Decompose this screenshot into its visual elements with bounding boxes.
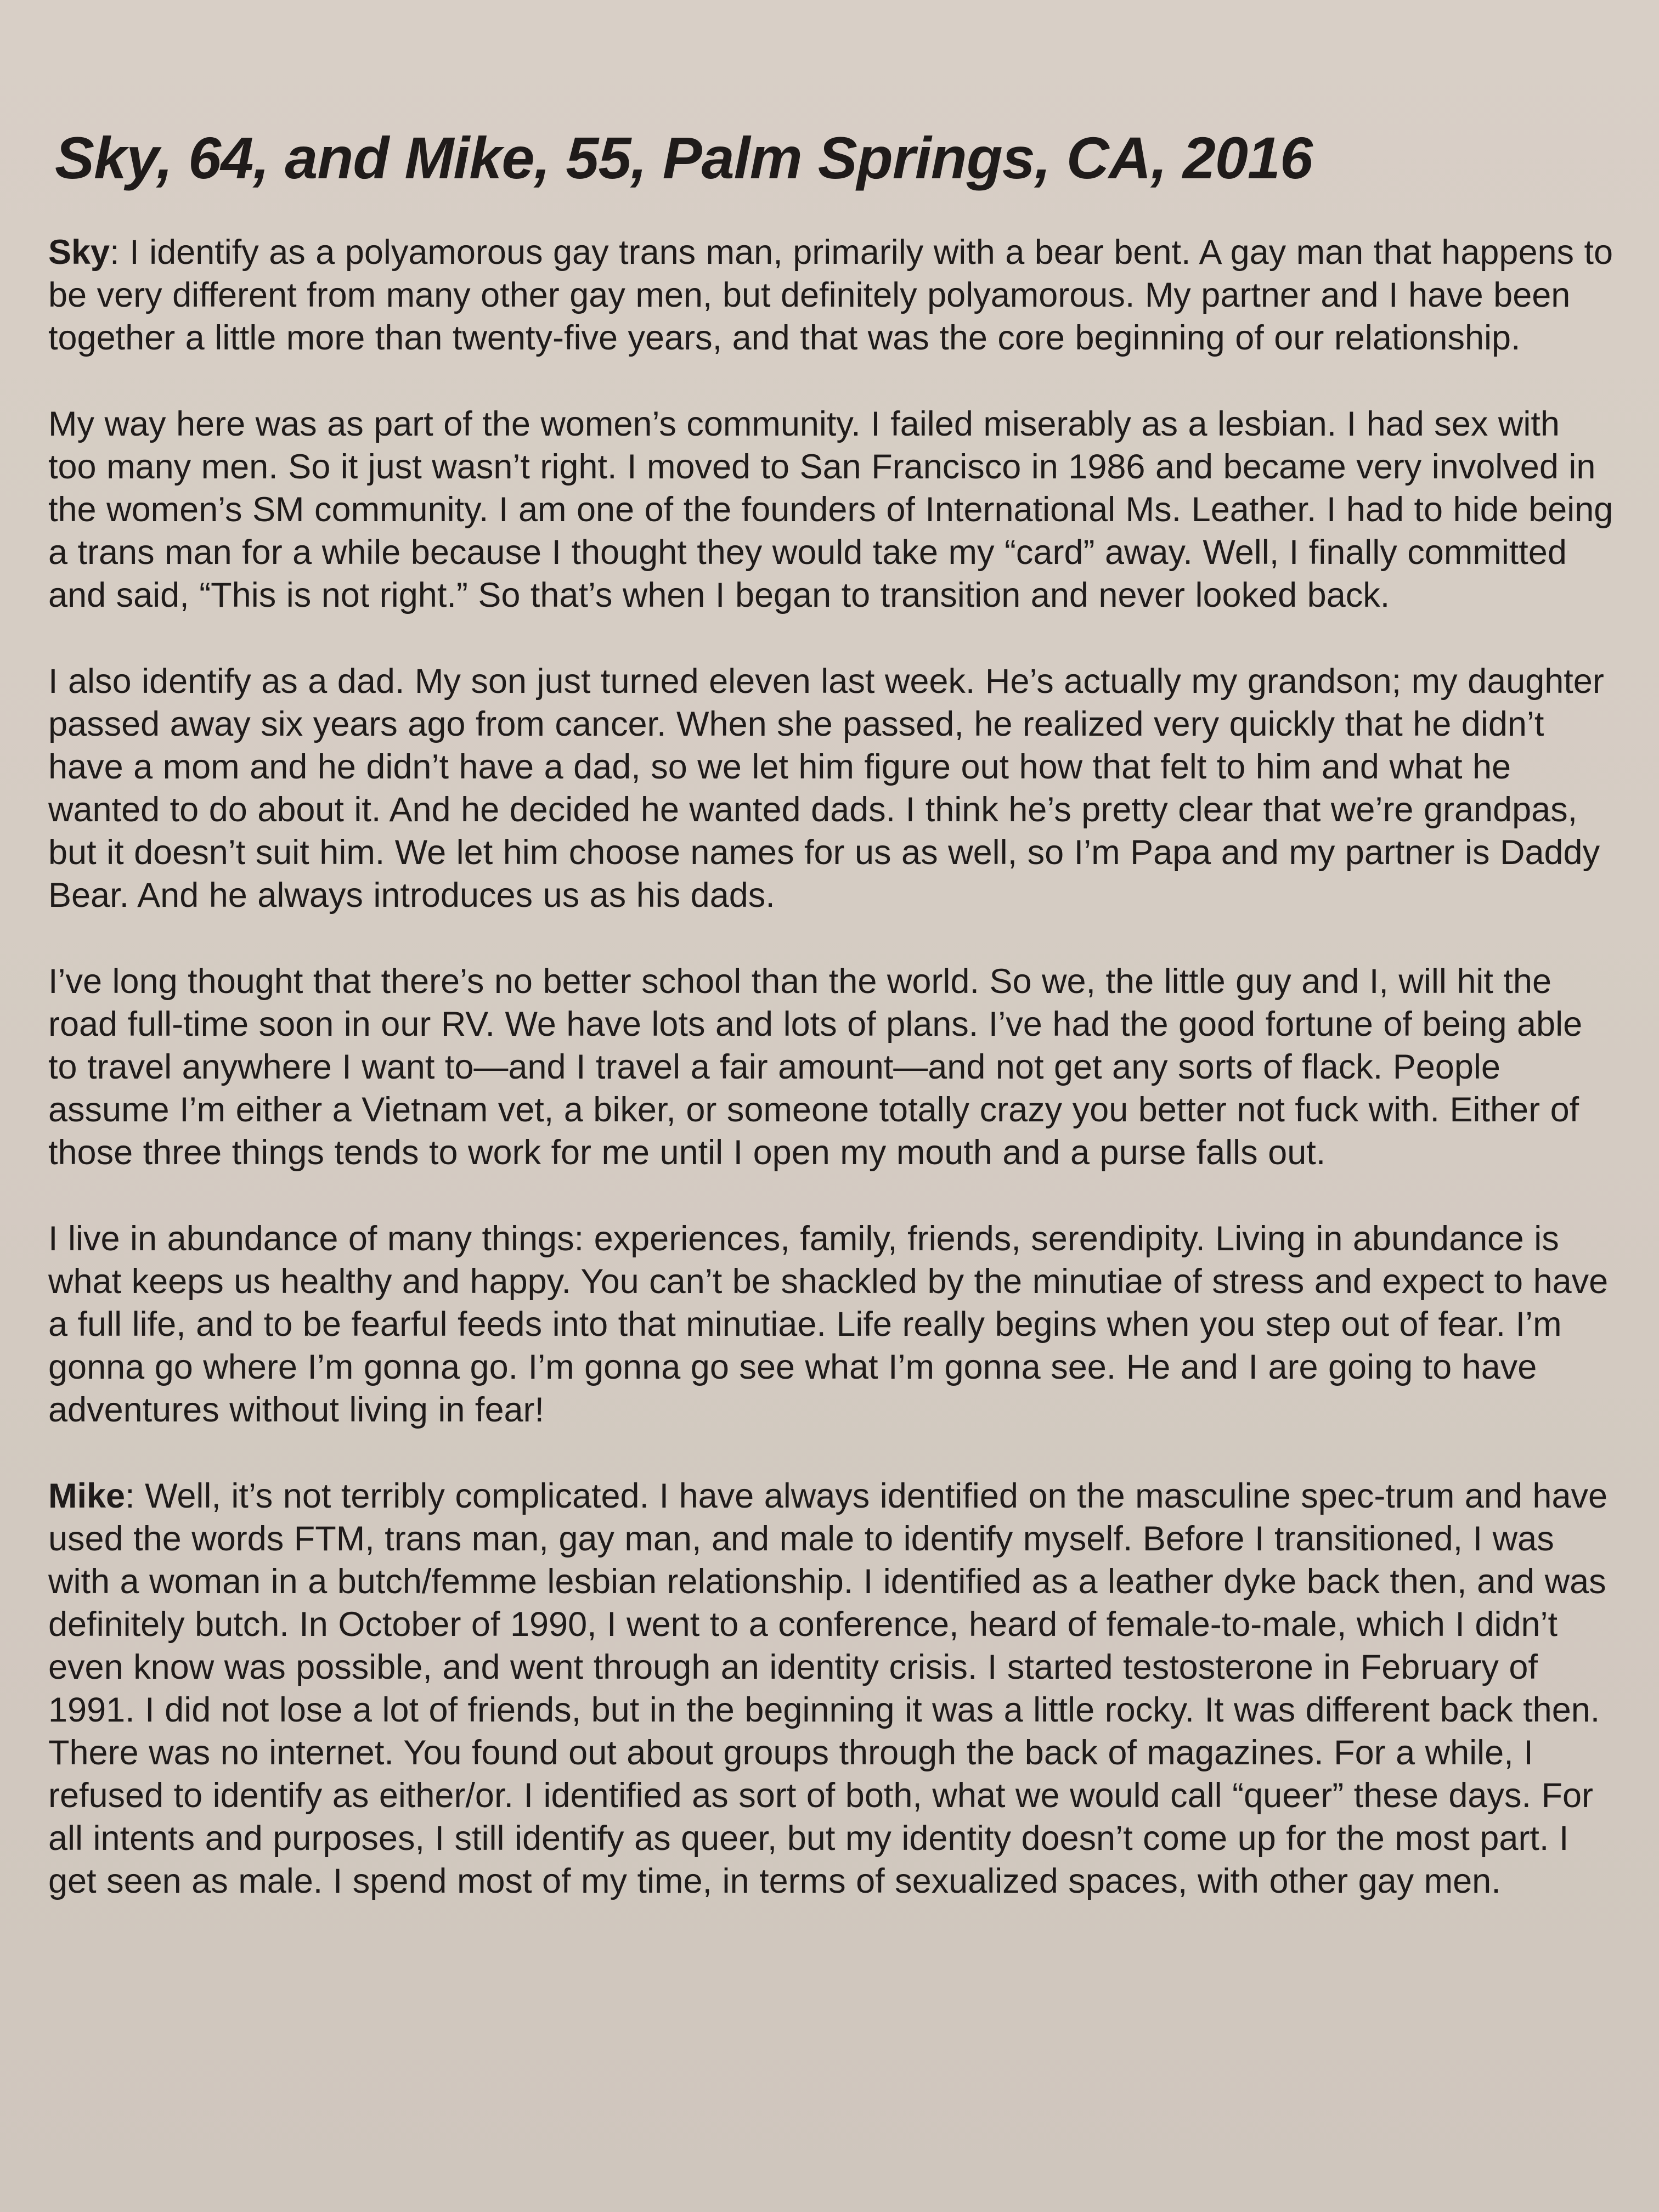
paragraph-women-community — [48, 403, 1617, 617]
paragraph-text: I’ve long thought that there’s no better school than the world. So we, the little guy and I, will hit the road full-time soon in our RV. We have lots and lots of plans. I’ve had the good fortune of being able to travel anywhere I want to—and I travel a fair amount—and not get any sorts of flack. People assume I’m either a Vietnam vet, a biker, or someone totally crazy you better not fuck with. Either of those three things tends to work for me until I open my mouth and a purse falls out. — [48, 962, 1583, 1172]
bottom-edge-shading — [0, 2163, 1659, 2212]
paragraph-travel — [48, 960, 1617, 1174]
paragraph-text: I live in abundance of many things: experiences, family, friends, serendipity. Living in abundance is what keeps us healthy and happy. You can’t be shackled by the minutiae of stress and expect to have a full life, and to be fearful feeds into that minutiae. Life really begins when you step out of fear. I’m gonna go where I’m gonna go. I’m gonna go see what I’m gonna see. He and I are going to have adventures without living in fear! — [48, 1219, 1609, 1429]
paragraph-text: I also identify as a dad. My son just turned eleven last week. He’s actually my grandson; my daughter passed away six years ago from cancer. When she passed, he realized very quickly that he didn’t have a mom and he didn’t have a dad, so we let him figure out how that felt to him and what he wanted to do about it. And he decided he wanted dads. I think he’s pretty clear that we’re grandpas, but it doesn’t suit him. We let him choose names for us as well, so I’m Papa and my partner is Daddy Bear. And he always introduces us as his dads. — [48, 662, 1604, 915]
paragraph-text: : I identify as a polyamorous gay trans man, primarily with a bear bent. A gay man that happens to be very different from many other gay men, but definitely polyamorous. My partner and I have been together a little more than twenty-five years, and that was the core beginning of our relationship. — [48, 233, 1613, 357]
wall-text-panel — [48, 126, 1617, 1946]
paragraph-mike — [48, 1475, 1617, 1903]
panel-title: Sky, 64, and Mike, 55, Palm Springs, CA, 2016 — [55, 125, 1313, 191]
paragraph-text: : Well, it’s not terribly complicated. I have always identified on the masculine spec-trum and have used the words FTM, trans man, gay man, and male to identify myself. Before I transitioned, I was with a woman in a butch/femme lesbian relationship. I identified as a leather dyke back then, and was definitely butch. In October of 1990, I went to a conference, heard of female-to-male, which I didn’t even know was possible, and went through an identity crisis. I started testosterone in February of 1991. I did not lose a lot of friends, but in the beginning it was a little rocky. It was different back then. There was no internet. You found out about groups through the back of magazines. For a while, I refused to identify as either/or. I identified as sort of both, what we would call “queer” these days. For all intents and purposes, I still identify as queer, but my identity doesn’t come up for the most part. I get seen as male. I spend most of my time, in terms of sexualized spaces, with other gay men. — [48, 1476, 1608, 1900]
speaker-name: Sky — [48, 233, 110, 272]
speaker-name: Mike — [48, 1476, 126, 1515]
paragraph-text: My way here was as part of the women’s community. I failed miserably as a lesbian. I had sex with too many men. So it just wasn’t right. I moved to San Francisco in 1986 and became very involved in the women’s SM community. I am one of the founders of International Ms. Leather. I had to hide being a trans man for a while because I thought they would take my “card” away. Well, I finally committed and said, “This is not right.” So that’s when I began to transition and never looked back. — [48, 404, 1613, 614]
paragraph-dad — [48, 660, 1617, 917]
paragraph-abundance — [48, 1217, 1617, 1431]
paragraph-sky-intro — [48, 231, 1617, 359]
